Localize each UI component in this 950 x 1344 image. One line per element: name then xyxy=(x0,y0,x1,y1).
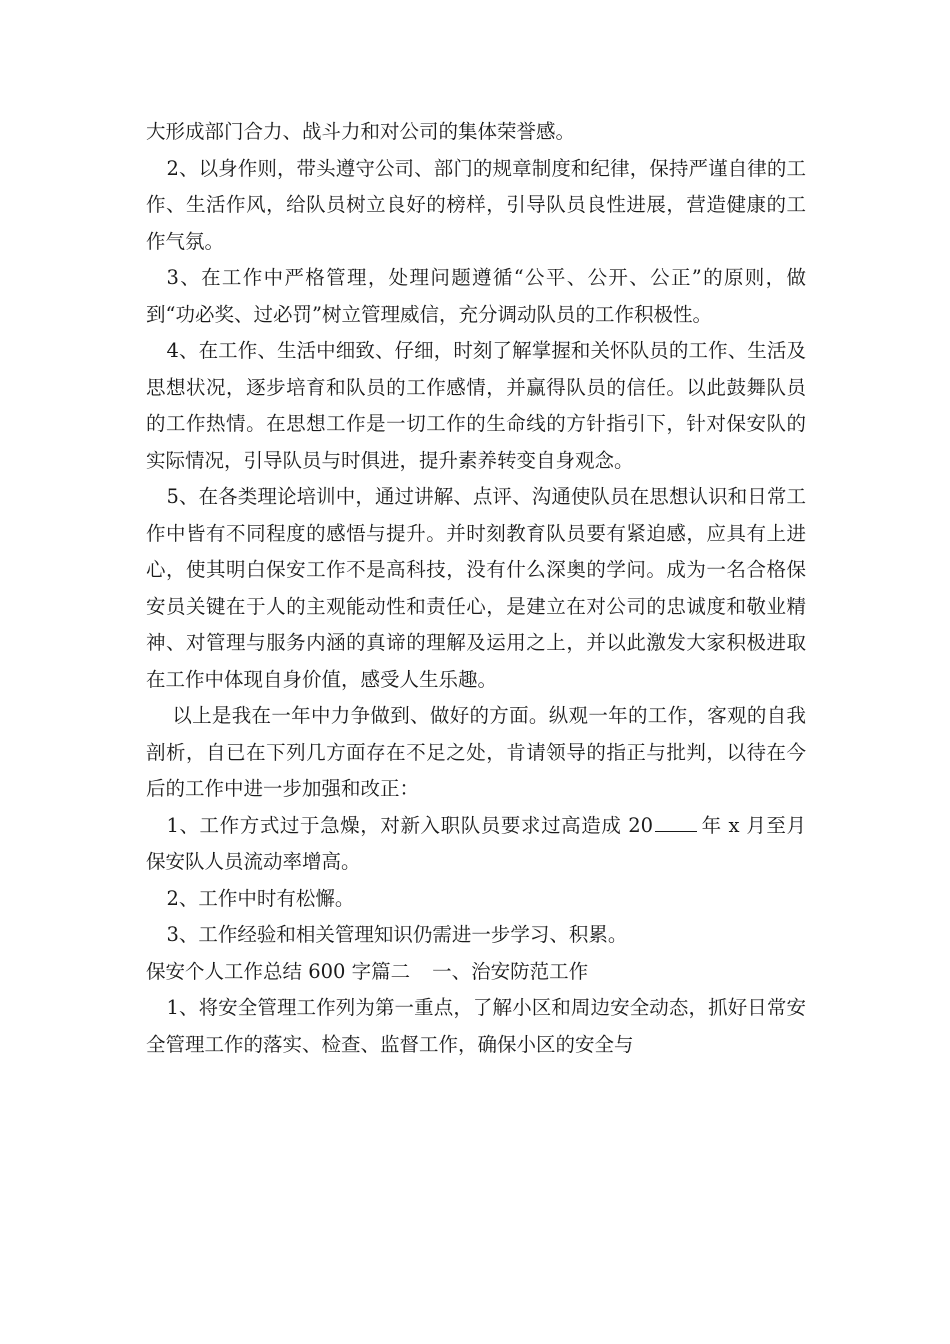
paragraph-shortcoming-1 xyxy=(146,808,806,881)
paragraph-shortcoming-3: 3、工作经验和相关管理知识仍需进一步学习、积累。 xyxy=(166,923,628,946)
paragraph-item-3: 3、在工作中严格管理，处理问题遵循“公平、公开、公正”的原则，做到“功必奖、过必罚”树立管理威信，充分调动队员的工作积极性。 xyxy=(146,266,806,326)
shortcoming-1-end: 年 x 月至月保安队人员流动率增高。 xyxy=(146,813,806,873)
paragraph-intro: 大形成部门合力、战斗力和对公司的集体荣誉感。 xyxy=(146,120,576,143)
paragraph-summary: 以上是我在一年中力争做到、做好的方面。纵观一年的工作，客观的自我剖析，自已在下列几方面存在不足之处，肯请领导的指正与批判，以待在今后的工作中进一步加强和改正： xyxy=(146,704,806,800)
section-subtitle: 一、治安防范工作 xyxy=(432,959,589,983)
document-body xyxy=(146,114,806,1063)
fill-in-blank xyxy=(655,811,697,832)
paragraph-security-1: 1、将安全管理工作列为第一重点，了解小区和周边安全动态，抓好日常安全管理工作的落实、检查、监督工作，确保小区的安全与 xyxy=(146,996,806,1056)
section-heading xyxy=(146,954,806,991)
paragraph-item-2: 2、以身作则，带头遵守公司、部门的规章制度和纪律，保持严谨自律的工作、生活作风，给队员树立良好的榜样，引导队员良性进展，营造健康的工作气氛。 xyxy=(146,156,806,253)
paragraph-item-4: 4、在工作、生活中细致、仔细，时刻了解掌握和关怀队员的工作、生活及思想状况，逐步培育和队员的工作感情，并赢得队员的信任。以此鼓舞队员的工作热情。在思想工作是一切工作的生命线的方针指引下，针对保安队的实际情况，引导队员与时俱进，提升素养转变自身观念。 xyxy=(146,339,806,472)
paragraph-shortcoming-2: 2、工作中时有松懈。 xyxy=(166,886,355,910)
section-title: 保安个人工作总结 600 字篇二 xyxy=(146,959,411,983)
paragraph-item-5: 5、在各类理论培训中，通过讲解、点评、沟通使队员在思想认识和日常工作中皆有不同程度的感悟与提升。并时刻教育队员要有紧迫感，应具有上进心，使其明白保安工作不是高科技，没有什么深奥的学问。成为一名合格保安员关键在于人的主观能动性和责任心，是建立在对公司的忠诚度和敬业精神、对管理与服务内涵的真谛的理解及运用之上，并以此激发大家积极进取在工作中体现自身价值，感受人生乐趣。 xyxy=(146,485,806,691)
shortcoming-1-start: 1、工作方式过于急燥，对新入职队员要求过高造成 20 xyxy=(166,813,654,837)
